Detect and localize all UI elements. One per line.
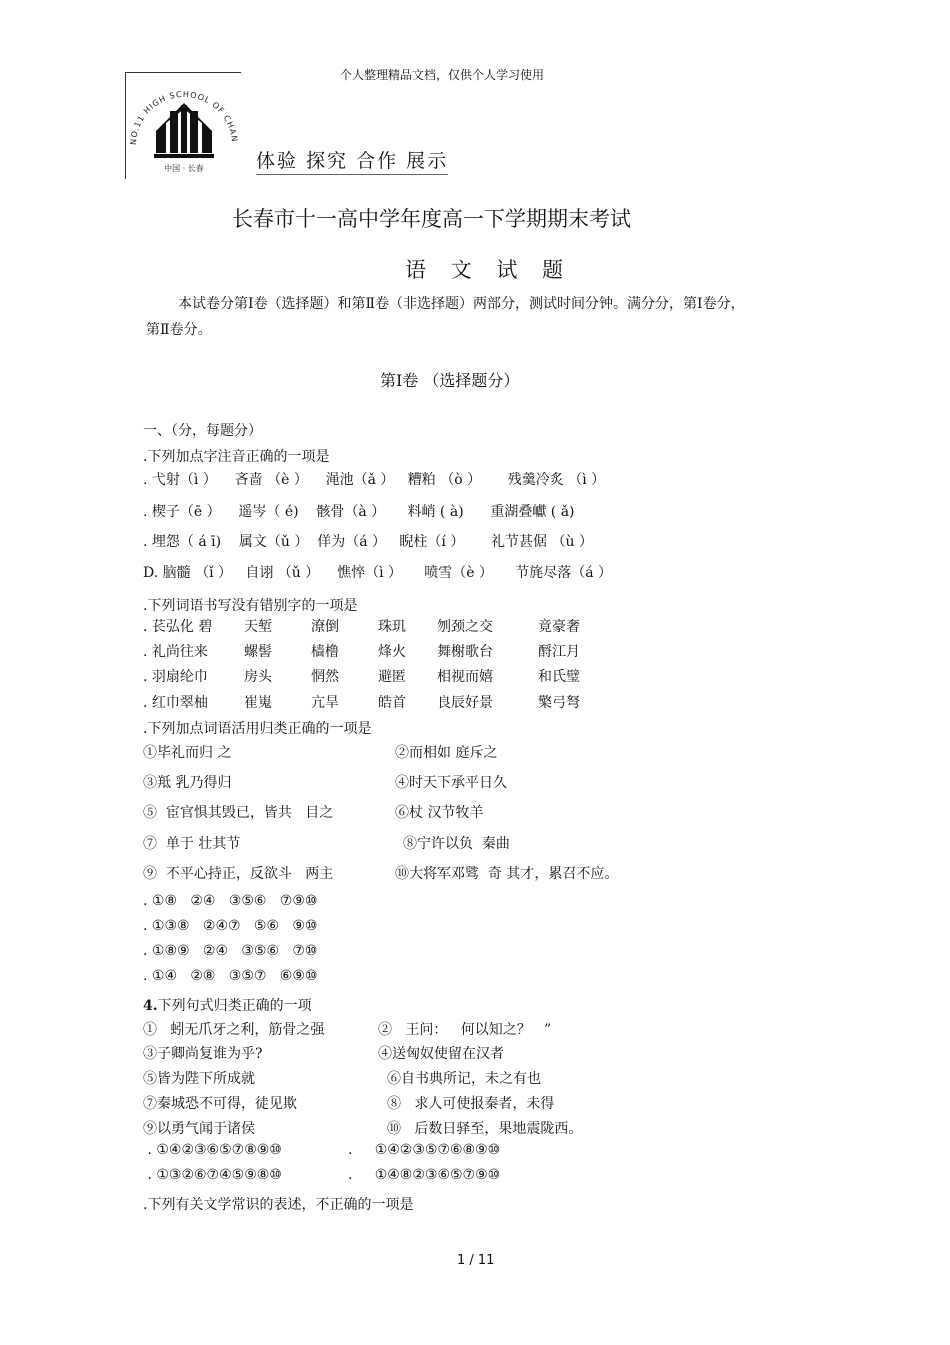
section-one-heading: 一、（分，每题分） xyxy=(143,423,262,439)
q3-item: ②而相如 庭斥之 xyxy=(395,745,498,761)
q3-item: ①毕礼而归 之 xyxy=(143,745,232,761)
q3-stem: .下列加点词语活用归类正确的一项是 xyxy=(143,721,372,737)
q2-cell: 亢旱 xyxy=(311,695,339,711)
exam-subject: 语 文 试 题 xyxy=(405,258,573,282)
q4-item: ⑩ 后数日驿至，果地震陇西。 xyxy=(387,1121,583,1137)
header-note: 个人整理精品文档，仅供个人学习使用 xyxy=(340,68,545,82)
q2-cell: 相视而嬉 xyxy=(437,669,493,685)
school-logo xyxy=(125,72,241,179)
q4-item: ⑥自书典所记，未之有也 xyxy=(387,1071,541,1087)
q1-stem: .下列加点字注音正确的一项是 xyxy=(143,449,330,465)
q2-cell: 螺髻 xyxy=(244,644,272,660)
q4-item: ⑧ 求人可使报秦者，未得 xyxy=(387,1096,555,1112)
q4-item: ② 王问： 何以知之？ ” xyxy=(378,1022,552,1038)
q2-cell: 酹江月 xyxy=(538,644,580,660)
q2-cell: 刎颈之交 xyxy=(437,619,493,635)
q2-cell: 皓首 xyxy=(378,695,406,711)
q4-item: ③子卿尚复谁为乎? xyxy=(143,1046,263,1062)
exam-intro: 本试卷分第Ⅰ卷（选择题）和第Ⅱ卷（非选择题）两部分，测试时间分钟。满分分，第Ⅰ卷分，第Ⅱ卷分。 xyxy=(146,296,745,338)
q2-cell: 天堑 xyxy=(244,619,272,635)
q2-cell: 樯橹 xyxy=(311,644,339,660)
q1-option-d: D. 脑髓 （ǐ ） 自诩 （ǔ ） 憔悴（ì ） 喷雪（è ） 节旄尽落（á ） xyxy=(143,565,613,581)
q3-option-b: . ①③⑧ ②④⑦ ⑤⑥ ⑨⑩ xyxy=(143,918,318,934)
page-number: 1 / 11 xyxy=(457,1253,495,1268)
q3-item: ⑧宁许以负 秦曲 xyxy=(403,836,510,852)
q4-stem xyxy=(143,995,312,1015)
q2-cell: 良辰好景 xyxy=(437,695,493,711)
q2-cell: . 红巾翠柚 xyxy=(143,695,208,711)
q2-cell: 避匿 xyxy=(378,669,406,685)
school-emblem-icon xyxy=(126,73,241,179)
q5-stem: .下列有关文学常识的表述，不正确的一项是 xyxy=(143,1197,414,1213)
q3-option-c: . ①⑧⑨ ②④ ③⑤⑥ ⑦⑩ xyxy=(143,943,318,959)
q3-item: ⑥杖 汉节牧羊 xyxy=(395,805,484,821)
q4-item: ⑨以勇气闻于诸侯 xyxy=(143,1121,255,1137)
q4-item: ⑦秦城恐不可得，徒见欺 xyxy=(143,1096,297,1112)
exam-title: 长春市十一高中学年度高一下学期期末考试 xyxy=(232,207,631,231)
q3-option-d: . ①④ ②⑧ ③⑤⑦ ⑥⑨⑩ xyxy=(143,968,318,984)
q4-option: . ①④②③⑥⑤⑦⑧⑨⑩ xyxy=(143,1142,282,1158)
q2-cell: . 羽扇纶巾 xyxy=(143,669,208,685)
q4-option: . ①③②⑥⑦④⑤⑨⑧⑩ xyxy=(143,1167,282,1183)
q3-item: ⑨ 不平心持正，反欲斗 两主 xyxy=(143,866,334,882)
q2-cell: 烽火 xyxy=(378,644,406,660)
q2-cell: 崔嵬 xyxy=(244,695,272,711)
q2-cell: 珠玑 xyxy=(378,619,406,635)
q1-option-c: . 埋怨（ á ī) 属文（ǔ ） 佯为（á ） 睨柱（í ） 礼节甚倨 （ù ） xyxy=(143,534,593,550)
q1-option-a: . 弋射（ì ） 吝啬 （è ） 渑池（ǎ ） 糟粕 （ò ） 残羹冷炙 （ì ） xyxy=(143,472,606,488)
q2-cell: 舞榭歌台 xyxy=(437,644,493,660)
q2-cell: 和氏璧 xyxy=(538,669,580,685)
school-motto: 体验 探究 合作 展示 xyxy=(256,146,448,175)
q3-item: ⑦ 单于 壮其节 xyxy=(143,836,241,852)
q2-cell: 惘然 xyxy=(311,669,339,685)
q4-item: ⑤皆为陛下所成就 xyxy=(143,1071,255,1087)
part-one-title: 第Ⅰ卷 （选择题分） xyxy=(380,371,520,390)
q3-item: ⑤ 宦官惧其毁已，皆共 目之 xyxy=(143,805,334,821)
q4-number: 4. xyxy=(143,998,158,1014)
q2-stem: .下列词语书写没有错别字的一项是 xyxy=(143,598,358,614)
q3-item: ⑩大将军邓骘 奇 其才，累召不应。 xyxy=(395,866,619,882)
q4-item: ④送匈奴使留在汉者 xyxy=(378,1046,504,1062)
q4-option: . ①④②③⑤⑦⑥⑧⑨⑩ xyxy=(348,1142,501,1158)
logo-caption: 中国 · 长春 xyxy=(164,164,204,173)
q3-item: ④时天下承平日久 xyxy=(395,775,507,791)
q2-cell: . 苌弘化 碧 xyxy=(143,619,213,635)
q2-cell: . 礼尚往来 xyxy=(143,644,208,660)
q4-item: ① 蚓无爪牙之利，筋骨之强 xyxy=(143,1022,325,1038)
q1-option-b: . 楔子（ē ） 遥岑（ é) 骸骨（à ） 料峭 ( à) 重湖叠巘 ( ǎ) xyxy=(143,504,575,520)
q2-cell: 竟豪奢 xyxy=(538,619,580,635)
q4-option: . ①④⑧②③⑥⑤⑦⑨⑩ xyxy=(348,1167,501,1183)
q3-item: ③羝 乳乃得归 xyxy=(143,775,232,791)
logo-ring-text: NO.11 HIGH SCHOOL OF CHAN xyxy=(128,89,240,146)
q4-stem-text: 下列句式归类正确的一项 xyxy=(157,998,312,1014)
q2-cell: 檠弓弩 xyxy=(538,695,580,711)
q3-option-a: . ①⑧ ②④ ③⑤⑥ ⑦⑨⑩ xyxy=(143,893,318,909)
q2-cell: 潦倒 xyxy=(311,619,339,635)
q2-cell: 房头 xyxy=(244,669,272,685)
